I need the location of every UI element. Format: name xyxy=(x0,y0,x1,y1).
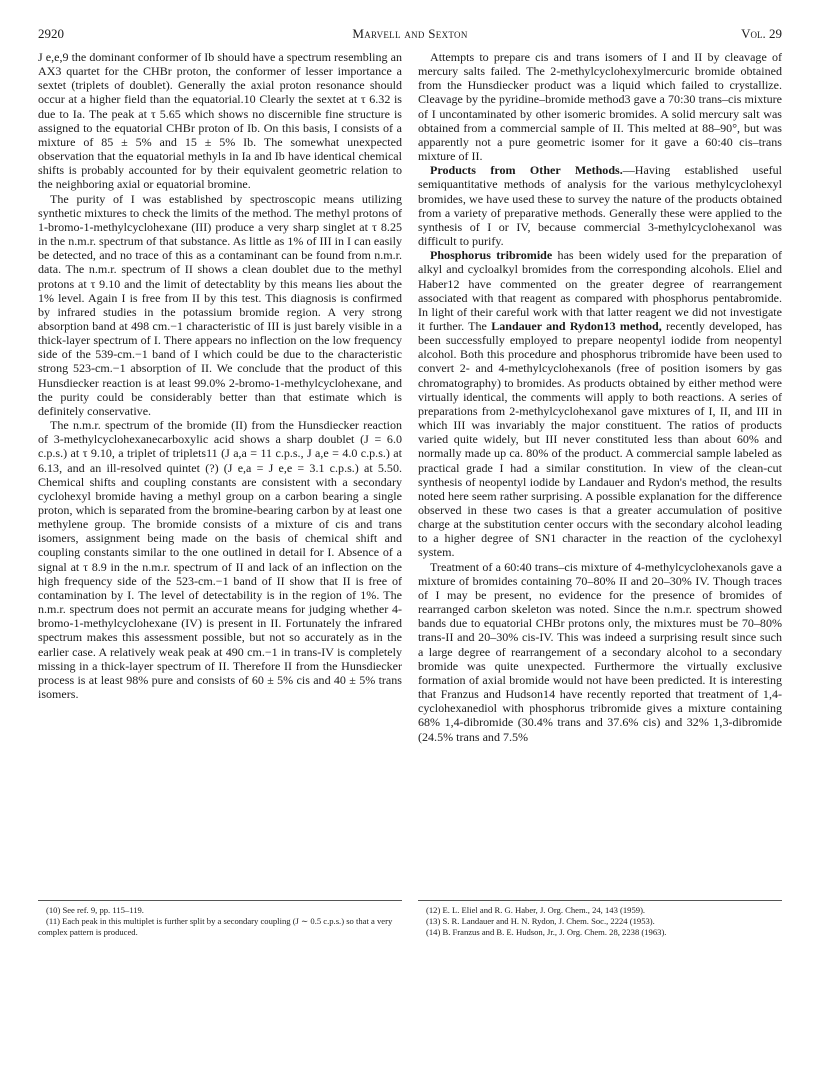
right-paragraph-3-text-a: has been widely used for the preparation of alkyl and cycloalkyl bromides from the corresponding alcohols. Eliel and Haber12 have commented on the greater degree of rearrangement associated with that reagent as compared with phosphorus pentabromide. In light of their careful work with that latter reagent we did not investigate it further. The xyxy=(418,248,782,333)
footnotes-left xyxy=(38,905,402,938)
footnote-divider-left xyxy=(38,900,402,901)
section-heading-landauer-rydon: Landauer and Rydon13 method, xyxy=(491,318,662,333)
footnote-13: (13) S. R. Landauer and H. N. Rydon, J. Chem. Soc., 2224 (1953). xyxy=(426,916,655,926)
footnote-divider-right xyxy=(418,900,782,901)
footnote-11: (11) Each peak in this multiplet is further split by a secondary coupling (J ∼ 0.5 c.p.s.) so that a very complex pattern is produced. xyxy=(38,916,393,937)
right-paragraph-3 xyxy=(418,248,782,559)
footnotes-right xyxy=(418,905,782,938)
right-paragraph-1: Attempts to prepare cis and trans isomers of I and II by cleavage of mercury salts failed. The 2-methylcyclohexylmercuric bromide obtained from the Hunsdiecker product was a liquid which failed to crystallize. Cleavage by the pyridine–bromide method3 gave a 70:30 trans–cis mixture of I uncontaminated by other isomeric bromides. A solid mercury salt was obtained from a commercial sample of II. This melted at 88–90°, but was apparently not a pure geometric isomer for it gave a 60:40 cis–trans mixture of II. xyxy=(418,50,782,164)
right-paragraph-2-text: —Having established useful semiquantitative methods of analysis for the various methylcyclohexyl bromides, we have used these to survey the nature of the products obtained from a variety of preparative methods. Generally these were applied to the synthesis of I or IV, because commercial 3-methylcyclohexanol was difficult to purify. xyxy=(418,163,782,249)
page-header xyxy=(38,26,782,44)
left-column xyxy=(38,50,402,701)
running-title: Marvell and Sexton xyxy=(352,26,468,41)
section-heading-other-methods: Products from Other Methods. xyxy=(430,163,623,178)
footnote-12: (12) E. L. Eliel and R. G. Haber, J. Org. Chem., 24, 143 (1959). xyxy=(426,905,646,915)
left-paragraph-3: The n.m.r. spectrum of the bromide (II) from the Hunsdiecker reaction of 3-methylcyclohexanecarboxylic acid shows a sharp doublet (J = 6.0 c.p.s.) at τ 9.10, a triplet of triplets11 (J a,a = 11 c.p.s., J a,e = 4.0 c.p.s.) at 6.13, and an ill-resolved quintet (?) (J e,a = J e,e = 3.1 c.p.s.) at 5.50. Chemical shifts and coupling constants are consistent with a secondary cyclohexyl bromide having a methyl group on a carbon bearing a single proton, which is separated from the bromine-bearing carbon by at least one methylene group. The bromide consists of a mixture of cis and trans isomers, assignment being made on the basis of chemical shift and coupling constants similar to the one outlined in detail for I. Absence of a signal at τ 8.9 in the n.m.r. spectrum of II and lack of an inflection on the high frequency side of the 523-cm.−1 band of II show that II is free of contamination by I. The level of detectability is in the region of 1%. The n.m.r. spectrum does not permit an accurate means for judging whether 4-bromo-1-methylcyclohexane (IV) is present in II. Fortunately the infrared spectrum makes this assessment possible, but not so accurately as in the earlier case. A relatively weak peak at 490 cm.−1 in trans-IV is completely missing in a thick-layer spectrum of II. Therefore II from the Hunsdiecker process is at least 98% pure and consists of 60 ± 5% cis and 40 ± 5% trans isomers. xyxy=(38,418,402,702)
right-column xyxy=(418,50,782,744)
volume-label: Vol. 29 xyxy=(741,26,782,41)
footnote-14: (14) B. Franzus and B. E. Hudson, Jr., J. Org. Chem. 28, 2238 (1963). xyxy=(426,927,667,937)
footnote-10: (10) See ref. 9, pp. 115–119. xyxy=(46,905,144,915)
left-paragraph-2: The purity of I was established by spectroscopic means utilizing synthetic mixtures to check the limits of the method. The methyl protons of 1-bromo-1-methylcyclohexane (III) produce a very sharp singlet at τ 8.25 in the n.m.r. spectrum of that substance. As little as 1% of III in I can easily be detected, and no trace of this as a contaminant can be found from n.m.r. data. The n.m.r. spectrum of II shows a clean doublet due to the methyl protons at τ 9.10 and the limit of detectablity by this means lies about the 1% level. Again I is free from II by this test. This diagnosis is confirmed by infrared studies in the potassium bromide region. A very strong absorption band at 498 cm.−1 characteristic of III is just barely visible in a thick-layer spectrum of I. There appears no inflection on the low frequency side of the 539-cm.−1 band of I which could be due to the characteristic strong 523-cm.−1 absorption of II. We conclude that the product of this Hunsdiecker reaction is at least 99.0% 2-bromo-1-methylcyclohexane, and the purity could be considerably better than that estimate which is definitely conservative. xyxy=(38,191,402,418)
left-paragraph-1: J e,e,9 the dominant conformer of Ib should have a spectrum resembling an AX3 quartet for the CHBr proton, the conformer of lesser importance a sextet (triplets of doublet). Generally the axial proton resonance should occur at a higher field than the equatorial.10 Clearly the sextet at τ 6.32 is due to Ia. The peak at τ 5.65 which shows no discernible fine structure is assigned to the equatorial CHBr proton of Ib. On this basis, I consists of a mixture of 85 ± 5% and 15 ± 5% Ib. The somewhat unexpected observation that the equatorial methyls in Ia and Ib have identical chemical shifts is probably accounted for by their equivalent geometric relation to the neighboring axial or equatorial bromine. xyxy=(38,50,402,192)
page-number: 2920 xyxy=(38,26,64,41)
section-heading-phosphorus-tribromide: Phosphorus tribromide xyxy=(430,248,553,263)
right-paragraph-4: Treatment of a 60:40 trans–cis mixture of 4-methylcyclohexanols gave a mixture of bromides containing 70–80% II and 20–30% IV. Though traces of I may be present, no evidence for the presence of bromides of rearranged carbon skeleton was noted. Since the n.m.r. spectrum showed bands due to equatorial CHBr protons only, the mixtures must be 70–80% trans-II and 20–30% cis-IV. This was indeed a surprising result since such a large degree of rearrangement of a secondary alcohol to a secondary bromide was quite unexpected. Furthermore the virtually exclusive formation of axial bromide would not have been predicted. It is interesting that Franzus and Hudson14 have recently reported that treatment of 1,4-cyclohexanediol with phosphorus tribromide gives a mixture containing 68% 1,4-dibromide (30.4% trans and 37.6% cis) and 32% 1,3-dibromide (24.5% trans and 7.5% xyxy=(418,559,782,744)
right-paragraph-2 xyxy=(418,163,782,248)
right-paragraph-3-text-b: recently developed, has been successfully employed to prepare neopentyl iodide from neopentyl alcohol. Both this procedure and phosphorus tribromide have been used to convert 2- and 4-methylcyclohexanols (free of position isomers by gas chromatography) to bromides. As products obtained by either method were virtually identical, the comments will apply to both reactions. A series of preparations from 2-methylcyclohexanol gave mixtures of I, II, and III in which III was invariably the major constituent. The ratios of products varied quite widely, but III never constituted less than about 60% and normally made up ca. 80% of the product. A commercial sample labeled as practical grade I had a similar constitution. In view of the clean-cut synthesis of neopentyl iodide by Landauer and Rydon's method, the results noted here seem rather surprising. A possible explanation for the difference observed in these two cases is that a greater accumulation of positive charge at the substitution center occurs with the secondary alcohol leading to a higher degree of SN1 character in the reaction of the cyclohexyl system. xyxy=(418,318,783,560)
